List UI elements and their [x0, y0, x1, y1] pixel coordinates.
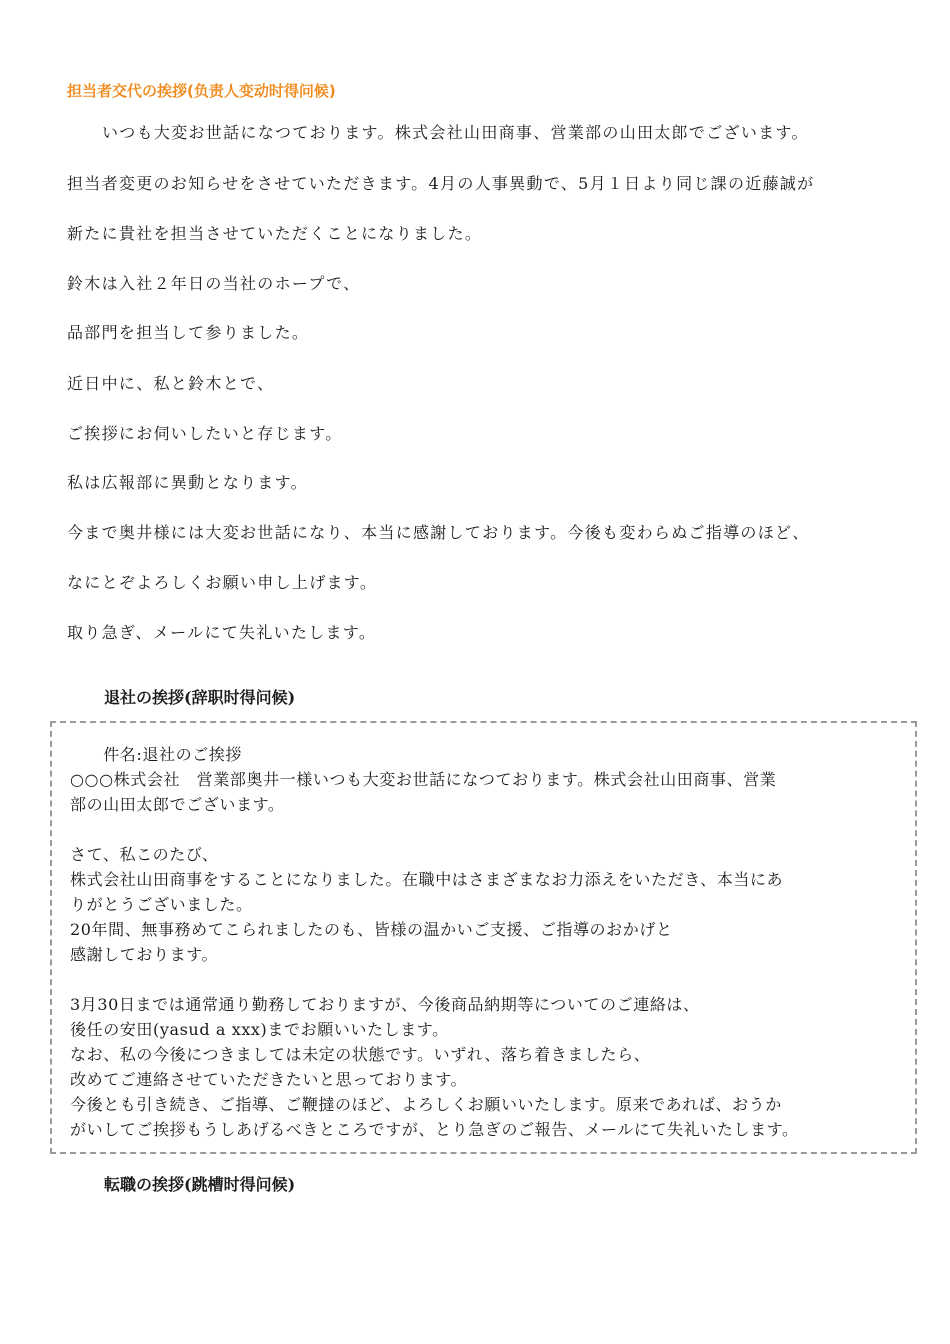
section-title-handover: 担当者交代の挨拶(负责人变动时得问候) — [67, 82, 336, 100]
email-line: 部の山田太郎でございます。 — [70, 795, 285, 814]
paragraph-line: ご挨拶にお伺いしたいと存じます。 — [67, 424, 343, 443]
paragraph-line: いつも大変お世話になつております。株式会社山田商事、営業部の山田太郎でございます。 — [102, 123, 809, 142]
paragraph-line: なにとぞよろしくお願い申し上げます。 — [67, 573, 378, 592]
paragraph-line: 品部門を担当して参りました。 — [67, 323, 310, 342]
email-line: 改めてご連絡させていただきたいと思っております。 — [70, 1070, 468, 1089]
paragraph-line: 私は広報部に異動となります。 — [67, 473, 308, 492]
paragraph-line: 今まで奥井様には大変お世話になり、本当に感謝しております。今後も変わらぬご指導のほど、 — [67, 523, 810, 542]
email-line: 株式会社山田商事をすることになりました。在職中はさまざまなお力添えをいただき、本当にあ — [70, 870, 784, 889]
section-title-resignation: 退社の挨拶(辞职时得问候) — [104, 688, 296, 707]
email-line: がいしてご挨拶もうしあげるべきところですが、とり急ぎのご報告、メールにて失礼いたします。 — [70, 1120, 799, 1139]
section-title-job-change: 転職の挨拶(跳槽时得问候) — [104, 1175, 296, 1194]
email-line: さて、私このたび、 — [70, 845, 219, 864]
email-line: 後任の安田(yasud a xxx)までお願いいたします。 — [70, 1020, 449, 1039]
paragraph-line: 担当者変更のお知らせをさせていただきます。4月の人事異動で、5月１日より同じ課の近藤誠が — [67, 174, 815, 193]
email-line: りがとうございました。 — [70, 895, 253, 914]
email-line: 3月30日までは通常通り勤務しておりますが、今後商品納期等についてのご連絡は、 — [70, 995, 700, 1014]
paragraph-line: 鈴木は入社２年日の当社のホープで、 — [67, 274, 361, 293]
email-line: 20年間、無事務めてこられましたのも、皆様の温かいご支援、ご指導のおかげと — [70, 920, 673, 939]
email-line: なお、私の今後につきましては未定の状態です。いずれ、落ち着きましたら、 — [70, 1045, 651, 1064]
email-line: 感謝しております。 — [70, 945, 219, 964]
email-line: 件名:退社のご挨拶 — [70, 745, 242, 764]
email-line: 今後とも引き続き、ご指導、ご鞭撻のほど、よろしくお願いいたします。原来であれば、おうか — [70, 1095, 782, 1114]
email-line: ○○○株式会社 営業部奥井一様いつも大変お世話になつております。株式会社山田商事、営業 — [70, 770, 777, 789]
paragraph-line: 近日中に、私と鈴木とで、 — [67, 374, 275, 393]
paragraph-line: 取り急ぎ、メールにて失礼いたします。 — [67, 623, 377, 642]
paragraph-line: 新たに貴社を担当させていただくことになりました。 — [67, 224, 483, 243]
